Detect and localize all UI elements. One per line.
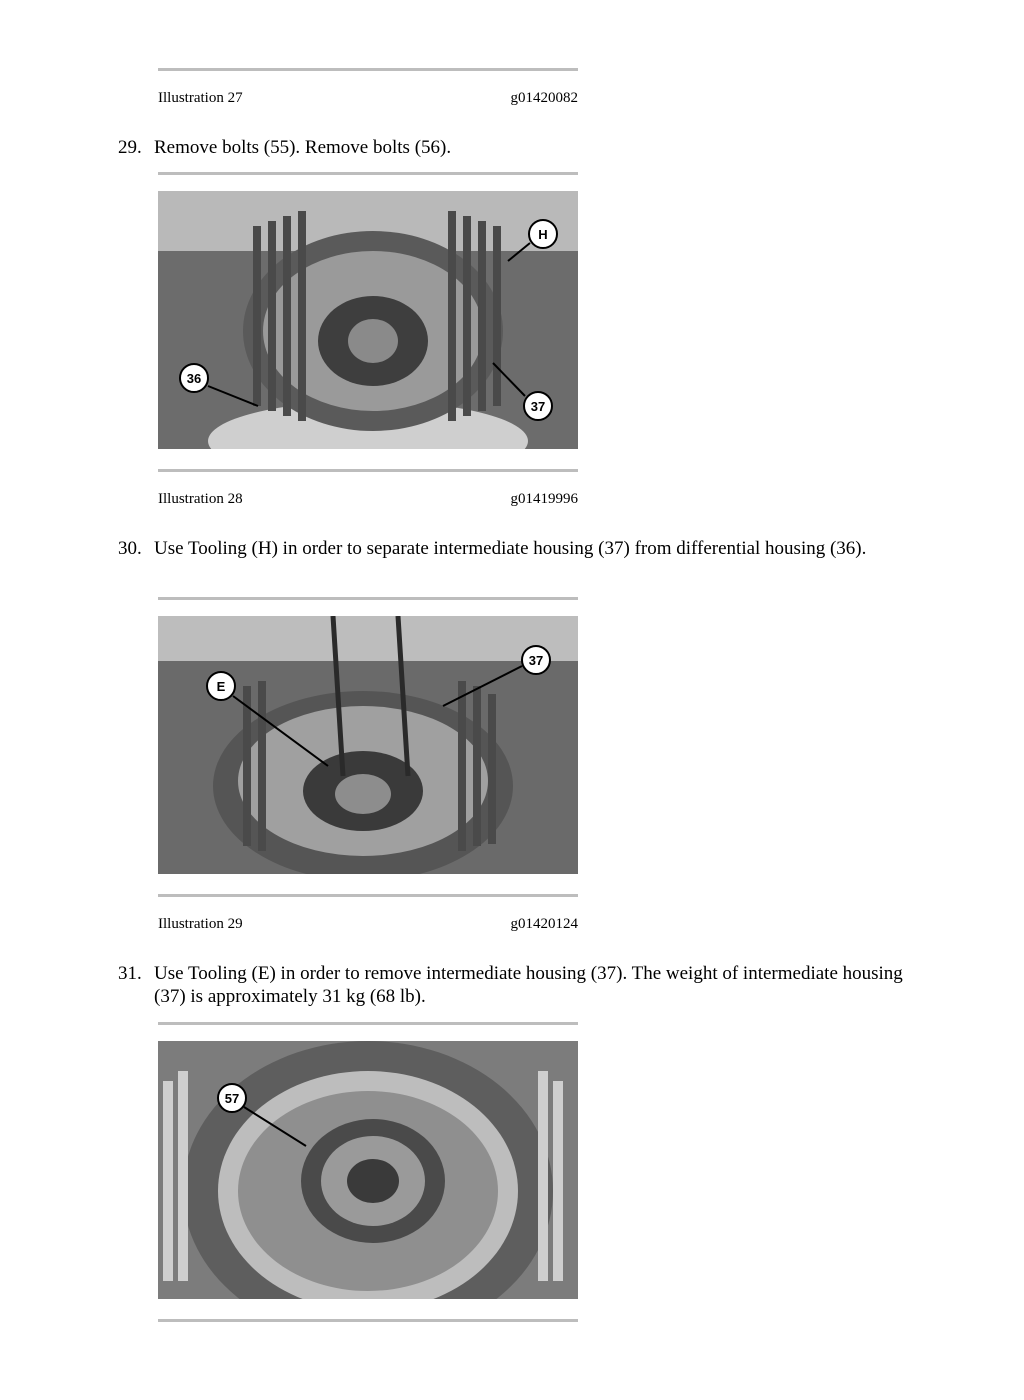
caption-rule-top-29: [158, 894, 578, 897]
illustration-caption-28: [158, 491, 578, 508]
photo-illustration-29: [158, 616, 578, 874]
photo-rule-top-30: [158, 1022, 578, 1025]
callout-label: E: [216, 679, 226, 694]
callout-label: 37: [530, 399, 546, 414]
illustration-code: g01420124: [510, 916, 578, 932]
illustration-code: g01420082: [510, 90, 578, 106]
photo-rule-top-29: [158, 597, 578, 600]
photo-rule-bottom-30: [158, 1319, 578, 1322]
caption-rule-top-27: [158, 68, 578, 71]
illustration-label: Illustration 28: [158, 491, 243, 507]
step-text: Use Tooling (H) in order to separate intermediate housing (37) from differential housing (36).: [154, 538, 867, 559]
illustration-caption-29: [158, 916, 578, 933]
photo-illustration-28: [158, 191, 578, 449]
caption-rule-top-28: [158, 469, 578, 472]
step-number: 29.: [118, 137, 142, 158]
photo-illustration-30: [158, 1041, 578, 1299]
illustration-caption-27: [158, 90, 578, 107]
step-number: 31.: [118, 963, 142, 984]
callout-label: 57: [224, 1091, 240, 1106]
photo-graphic: [158, 191, 578, 449]
illustration-label: Illustration 29: [158, 916, 243, 932]
photo-rule-top-28: [158, 172, 578, 175]
step-text: Remove bolts (55). Remove bolts (56).: [154, 137, 452, 158]
callout-label: H: [538, 227, 548, 242]
callout-label: 36: [186, 371, 202, 386]
step-text: Use Tooling (E) in order to remove intermediate housing (37). The weight of intermediate housing (37) is approximately 31 kg (68 lb).: [154, 963, 903, 1007]
illustration-code: g01419996: [510, 491, 578, 507]
illustration-label: Illustration 27: [158, 90, 243, 106]
photo-graphic: [158, 616, 578, 874]
photo-graphic: [158, 1041, 578, 1299]
step-number: 30.: [118, 538, 142, 559]
callout-label: 37: [528, 653, 544, 668]
